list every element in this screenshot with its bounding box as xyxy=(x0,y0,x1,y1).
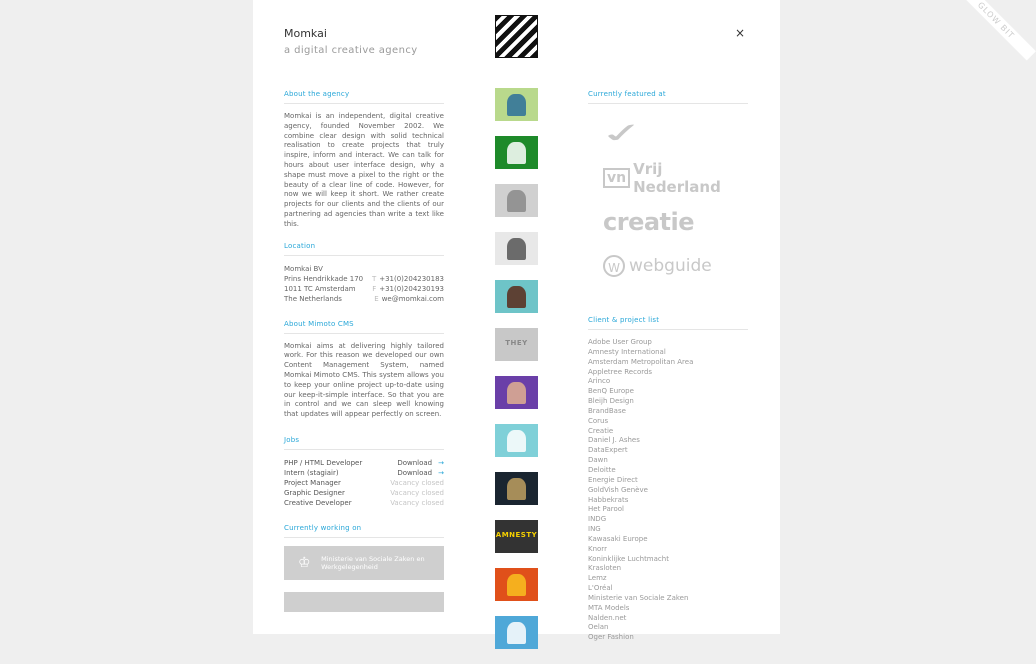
client-list xyxy=(588,338,748,643)
cms-heading: About Mimoto CMS xyxy=(284,320,444,334)
client-item[interactable]: Corus xyxy=(588,416,609,425)
email-label: E xyxy=(374,294,379,303)
client-item[interactable]: Energie Direct xyxy=(588,475,638,484)
email-link[interactable]: we@momkai.com xyxy=(381,294,444,303)
brand-tagline: a digital creative agency xyxy=(284,45,418,56)
client-item[interactable]: Daniel J. Ashes xyxy=(588,436,640,445)
brand-title[interactable]: Momkai xyxy=(284,27,327,40)
thumb-orange-swirl[interactable] xyxy=(495,568,538,601)
crest-icon: ♔ xyxy=(298,554,311,571)
client-item[interactable]: Oelan xyxy=(588,623,609,632)
thumb-graphic xyxy=(507,574,526,596)
client-item[interactable]: Appletree Records xyxy=(588,367,653,376)
corner-ribbon-text: GLOW BIT xyxy=(956,0,1036,60)
location-line: Prins Hendrikkade 170 xyxy=(284,274,364,283)
client-item[interactable]: GoldVish Genève xyxy=(588,485,648,494)
thumb-graphic xyxy=(507,238,526,260)
client-item[interactable]: Amsterdam Metropolitan Area xyxy=(588,357,694,366)
client-item[interactable]: Creatie xyxy=(588,426,614,435)
thumb-dark-figure[interactable] xyxy=(495,472,538,505)
client-item[interactable]: Krasloten xyxy=(588,564,622,573)
job-status: Vacancy closed xyxy=(390,488,444,497)
client-item[interactable]: Lemz xyxy=(588,574,607,583)
job-status: Vacancy closed xyxy=(390,478,444,487)
thumb-graphic xyxy=(507,382,526,404)
location-line: 1011 TC Amsterdam xyxy=(284,284,356,293)
job-download-link[interactable]: Download → xyxy=(397,458,444,467)
client-item[interactable]: DataExpert xyxy=(588,446,628,455)
thumb-graphic xyxy=(507,190,526,212)
client-item[interactable]: Amnesty International xyxy=(588,347,666,356)
location-heading: Location xyxy=(284,242,444,256)
thumb-label: AMNESTY xyxy=(495,531,538,539)
client-item[interactable]: Ministerie van Sociale Zaken xyxy=(588,593,689,602)
thumb-silver-badge[interactable] xyxy=(495,184,538,217)
job-row xyxy=(284,488,444,498)
client-item[interactable]: Knorr xyxy=(588,544,607,553)
creatie-logo[interactable]: creatie xyxy=(603,208,695,236)
job-title: Graphic Designer xyxy=(284,488,345,497)
project-banner[interactable] xyxy=(284,592,444,612)
client-item[interactable]: Deloitte xyxy=(588,465,616,474)
client-item[interactable]: BenQ Europe xyxy=(588,387,634,396)
thumb-green-site[interactable] xyxy=(495,136,538,169)
thumb-graphic xyxy=(507,142,526,164)
webguide-logo[interactable]: W webguide xyxy=(588,244,748,288)
close-button[interactable]: × xyxy=(734,26,746,40)
thumb-graphic xyxy=(507,94,526,116)
client-item[interactable]: Adobe User Group xyxy=(588,338,652,346)
client-item[interactable]: ING xyxy=(588,525,601,534)
location-row xyxy=(284,264,444,274)
ministry-banner[interactable] xyxy=(284,546,444,580)
arrow-right-icon: → xyxy=(438,468,444,477)
client-item[interactable]: Bleijh Design xyxy=(588,397,634,406)
thumb-label: THEY xyxy=(505,339,528,347)
jobs-heading: Jobs xyxy=(284,436,444,450)
project-thumbnails xyxy=(495,88,538,664)
location-line: The Netherlands xyxy=(284,294,342,303)
right-column xyxy=(588,90,748,643)
thumb-blue-site[interactable] xyxy=(495,616,538,649)
fax-number: +31(0)204230193 xyxy=(379,284,444,293)
location-row xyxy=(284,284,444,294)
client-item[interactable]: Habbekrats xyxy=(588,495,629,504)
fax-label: F xyxy=(372,284,377,293)
client-item[interactable]: MTA Models xyxy=(588,603,630,612)
clients-heading: Client & project list xyxy=(588,316,748,330)
thumb-graphic xyxy=(507,478,526,500)
corner-ribbon[interactable] xyxy=(964,0,1024,60)
working-on-heading: Currently working on xyxy=(284,524,444,538)
client-item[interactable]: BrandBase xyxy=(588,406,626,415)
thumb-graphic xyxy=(507,622,526,644)
location-row xyxy=(284,294,444,304)
job-row xyxy=(284,498,444,508)
client-item[interactable]: L'Oréal xyxy=(588,584,613,593)
thumb-woman-teal[interactable] xyxy=(495,280,538,313)
phone-label: T xyxy=(371,274,377,283)
cms-text: Momkai aims at delivering highly tailored work. For this reason we developed our own Content Management System, named Momkai Mimoto CMS. This system allows you to keep your online project up-to-date using our keep-it-simple interface. So that you are in control and we can sleep well knowing that updates will appear perfectly on screen. xyxy=(284,341,444,419)
about-heading: About the agency xyxy=(284,90,444,104)
client-item[interactable]: Dawn xyxy=(588,456,608,465)
client-item[interactable]: Kawasaki Europe xyxy=(588,534,648,543)
arrow-right-icon: → xyxy=(438,458,444,467)
main-panel xyxy=(253,0,780,642)
location-row xyxy=(284,274,444,284)
job-title: PHP / HTML Developer xyxy=(284,458,363,467)
thumb-amnesty[interactable] xyxy=(495,520,538,553)
client-item[interactable]: Koninklijke Luchtmacht xyxy=(588,554,669,563)
client-item[interactable]: Arinco xyxy=(588,377,611,386)
left-column xyxy=(284,90,444,612)
client-item[interactable]: INDG xyxy=(588,515,607,524)
location-line: Momkai BV xyxy=(284,264,323,273)
location-block xyxy=(284,264,444,304)
thumb-car-model[interactable] xyxy=(495,232,538,265)
featured-heading: Currently featured at xyxy=(588,90,748,104)
thumb-portrait-sunglasses[interactable] xyxy=(495,376,538,409)
featured-logos xyxy=(588,112,748,288)
nike-logo[interactable]: ✓ xyxy=(593,117,649,151)
thumb-graphic xyxy=(507,286,526,308)
job-title: Creative Developer xyxy=(284,498,352,507)
client-item[interactable]: Het Parool xyxy=(588,505,624,514)
thumb-graphic xyxy=(507,430,526,452)
job-row xyxy=(284,458,444,468)
job-download-link[interactable]: Download → xyxy=(397,468,444,477)
job-title: Project Manager xyxy=(284,478,341,487)
job-title: Intern (stagiair) xyxy=(284,468,339,477)
job-row xyxy=(284,478,444,488)
thumb-creatie-magazine[interactable] xyxy=(495,88,538,121)
ministry-banner-text: Ministerie van Sociale Zaken en Werkgelegenheid xyxy=(321,554,425,571)
job-status: Vacancy closed xyxy=(390,498,444,507)
job-row xyxy=(284,468,444,478)
client-item[interactable]: Nalden.net xyxy=(588,613,627,622)
thumb-cartoon-character[interactable] xyxy=(495,424,538,457)
phone-number: +31(0)204230183 xyxy=(379,274,444,283)
client-item[interactable]: Oger Fashion xyxy=(588,633,634,642)
jobs-list xyxy=(284,458,444,508)
momkai-logo-icon[interactable] xyxy=(495,15,538,58)
about-text: Momkai is an independent, digital creative agency, founded November 2002. We combine clear design with solid technical realisation to create projects that truly inspire, inform and interact. We can talk for hours about user interface design, why a shape must move a pixel to the right or the beauty of a clear line of code. However, for now we will keep it short. We rather create projects for our clients and the clients of our partnering ad agencies than write a text like this. xyxy=(284,112,444,228)
vrij-nederland-logo[interactable]: vn Vrij Nederland xyxy=(588,156,748,200)
thumb-they-type[interactable] xyxy=(495,328,538,361)
